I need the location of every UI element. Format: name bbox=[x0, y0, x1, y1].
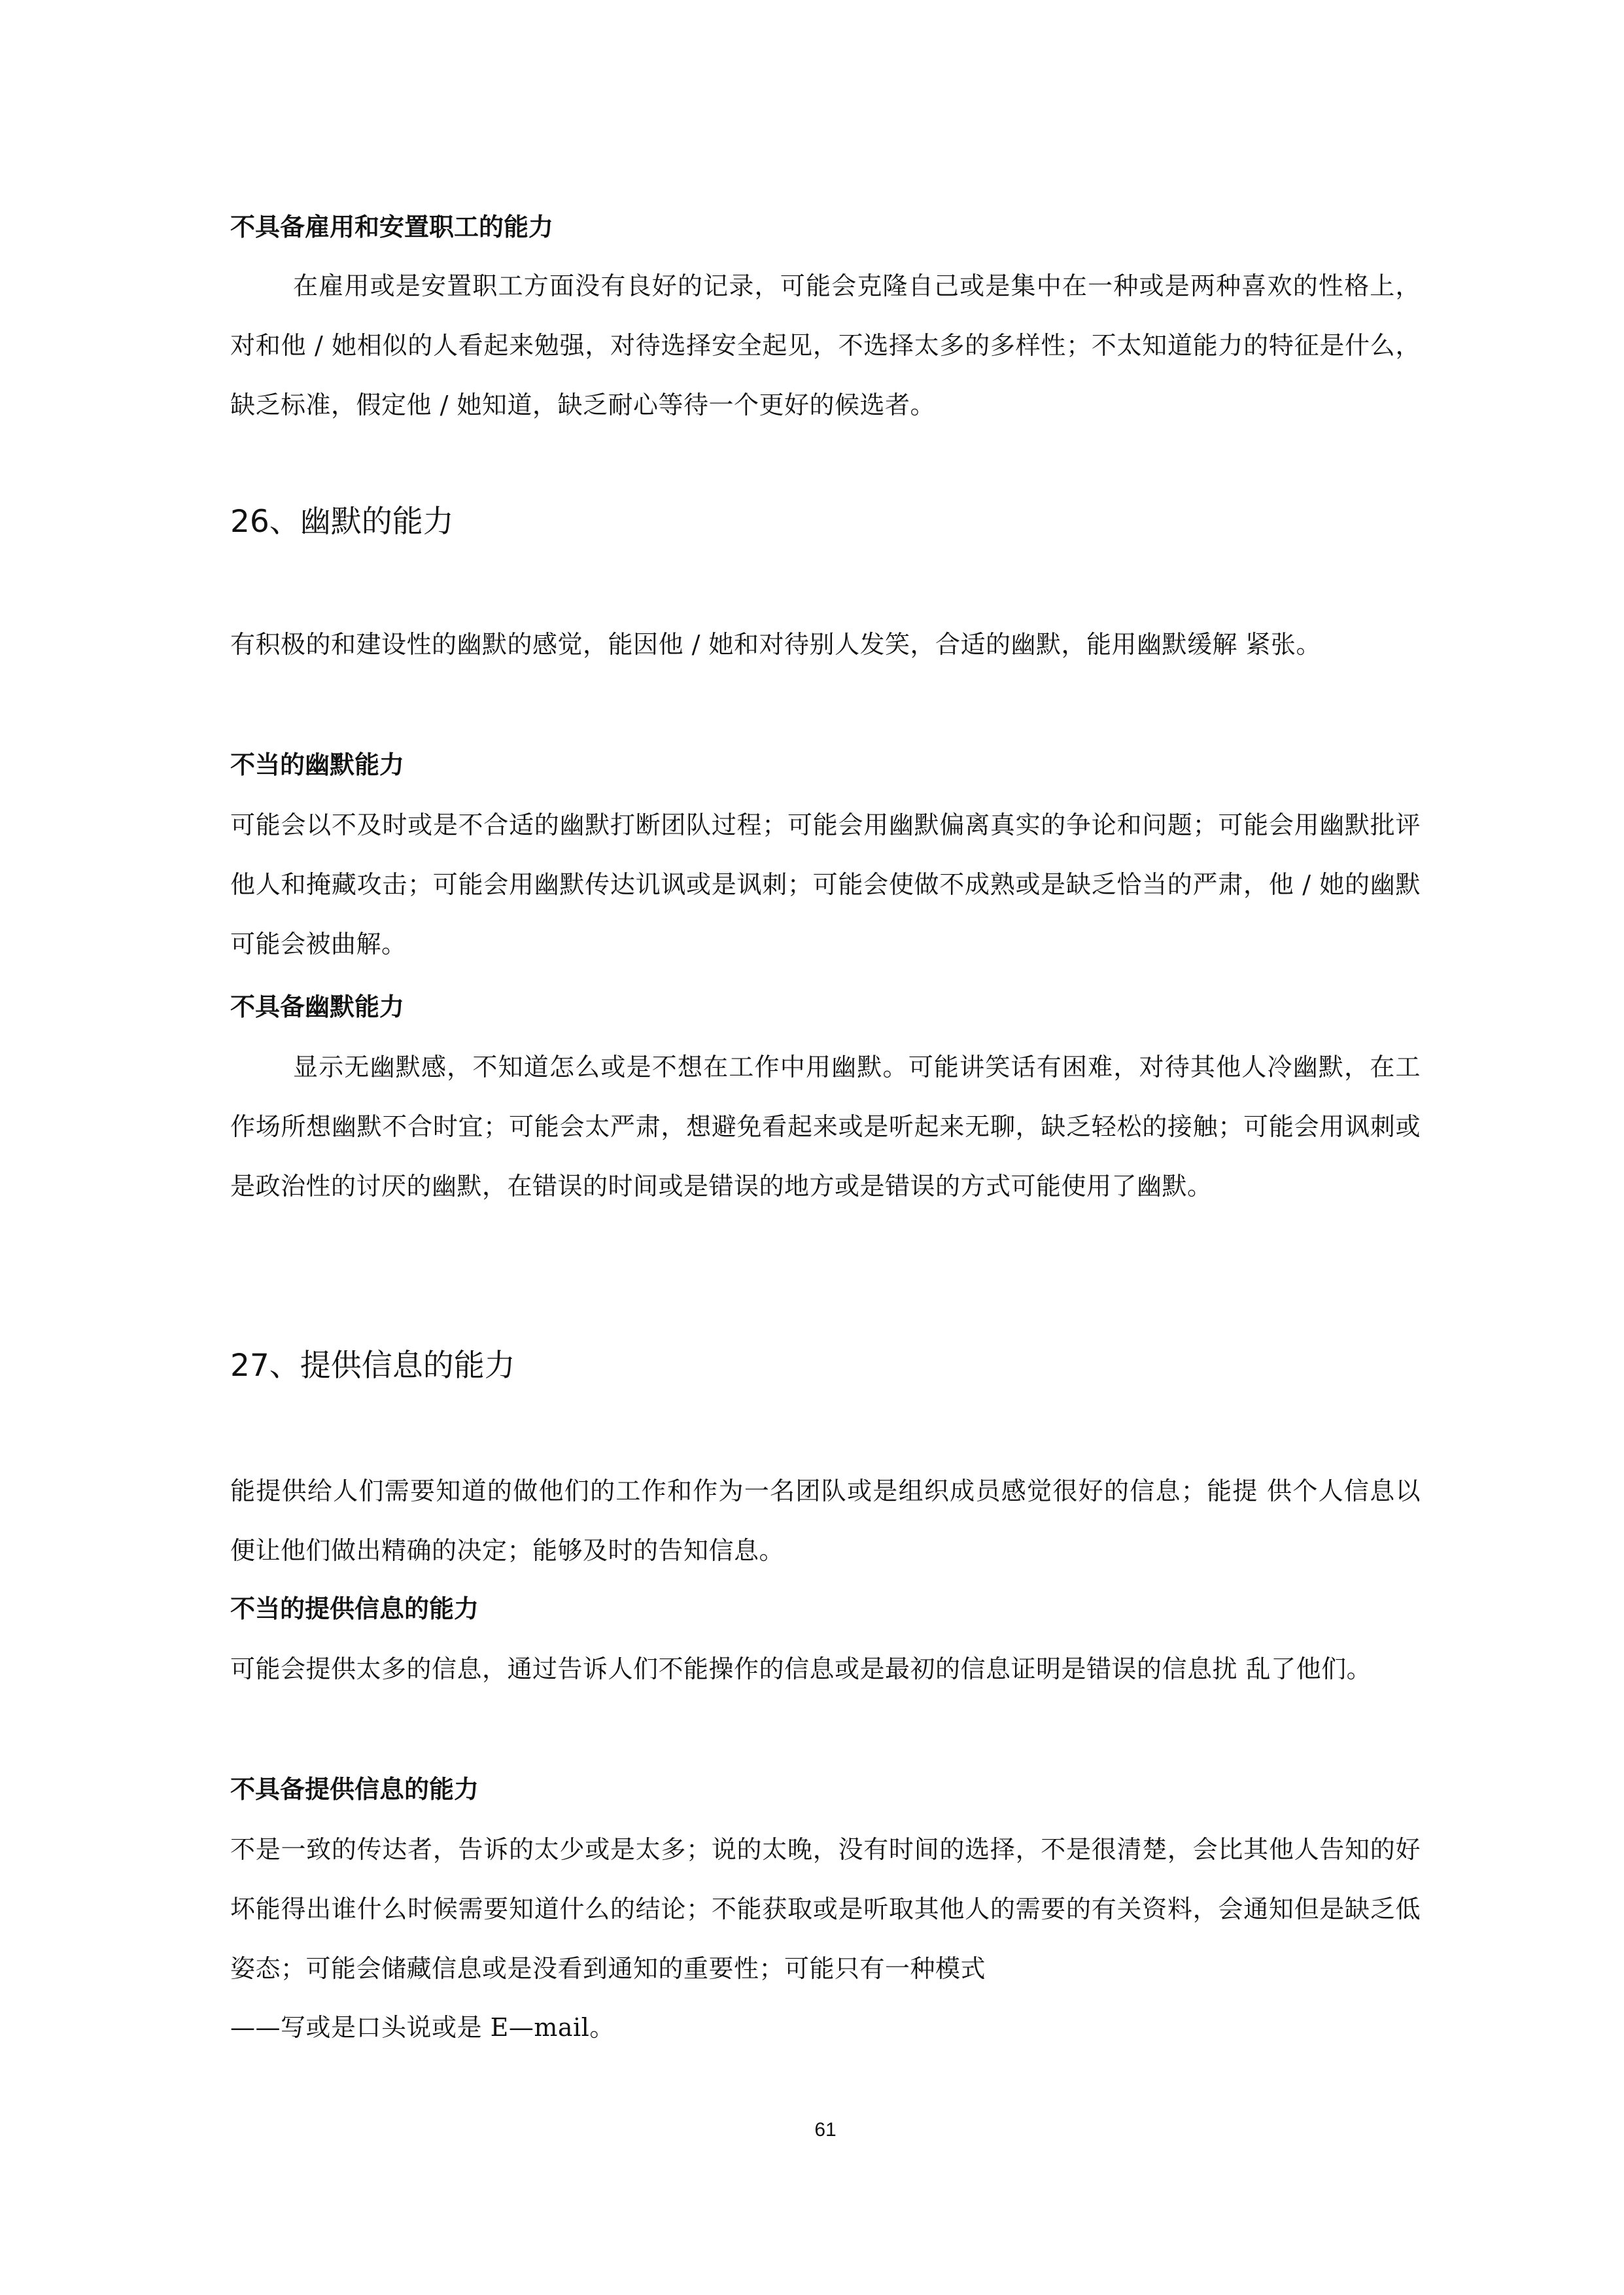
improper-informing-text: 可能会提供太多的信息，通过告诉人们不能操作的信息或是最初的信息证明是错误的信息扰 乱了他们。 bbox=[230, 1655, 1372, 1683]
section-title-informing: 27、提供信息的能力 bbox=[230, 1348, 515, 1384]
lacking-informing-heading: 不具备提供信息的能力 bbox=[230, 1775, 479, 1804]
humor-definition: 有积极的和建设性的幽默的感觉，能因他 / 她和对待别人发笑，合适的幽默，能用幽默缓解 紧张。 bbox=[230, 630, 1322, 659]
document-page bbox=[230, 0, 1421, 2295]
page-number: 61 bbox=[814, 2119, 837, 2141]
improper-humor-text: 可能会以不及时或是不合适的幽默打断团队过程；可能会用幽默偏离真实的争论和问题；可能会用幽默批评他人和掩藏攻击；可能会用幽默传达讥讽或是讽刺；可能会使做不成熟或是缺乏恰当的严肃，他 / 她的幽默可能会被曲解。 bbox=[230, 811, 1421, 958]
section-title-humor: 26、幽默的能力 bbox=[230, 504, 454, 540]
lacking-hiring-heading: 不具备雇用和安置职工的能力 bbox=[230, 213, 554, 241]
informing-definition: 能提供给人们需要知道的做他们的工作和作为一名团队或是组织成员感觉很好的信息；能提 供个人信息以便让他们做出精确的决定；能够及时的告知信息。 bbox=[230, 1477, 1421, 1565]
lacking-informing-text-end: ——写或是口头说或是 E—mail。 bbox=[230, 2013, 615, 2042]
lacking-humor-heading: 不具备幽默能力 bbox=[230, 992, 405, 1021]
lacking-informing-text: 不是一致的传达者，告诉的太少或是太多；说的太晚，没有时间的选择，不是很清楚，会比其他人告知的好坏能得出谁什么时候需要知道什么的结论；不能获取或是听取其他人的需要的有关资料，会通知但是缺乏低姿态；可能会储藏信息或是没看到通知的重要性；可能只有一种模式 bbox=[230, 1835, 1421, 1983]
improper-humor-heading: 不当的幽默能力 bbox=[230, 750, 405, 779]
lacking-humor-text: 显示无幽默感，不知道怎么或是不想在工作中用幽默。可能讲笑话有困难，对待其他人冷幽默，在工作场所想幽默不合时宜；可能会太严肃，想避免看起来或是听起来无聊，缺乏轻松的接触；可能会用讽刺或是政治性的讨厌的幽默，在错误的时间或是错误的地方或是错误的方式可能使用了幽默。 bbox=[230, 1053, 1421, 1200]
improper-informing-heading: 不当的提供信息的能力 bbox=[230, 1594, 479, 1623]
lacking-hiring-text: 在雇用或是安置职工方面没有良好的记录，可能会克隆自己或是集中在一种或是两种喜欢的性格上，对和他 / 她相似的人看起来勉强，对待选择安全起见，不选择太多的多样性；不太知道能力的特征是什么，缺乏标准，假定他 / 她知道，缺乏耐心等待一个更好的候选者。 bbox=[230, 272, 1421, 419]
